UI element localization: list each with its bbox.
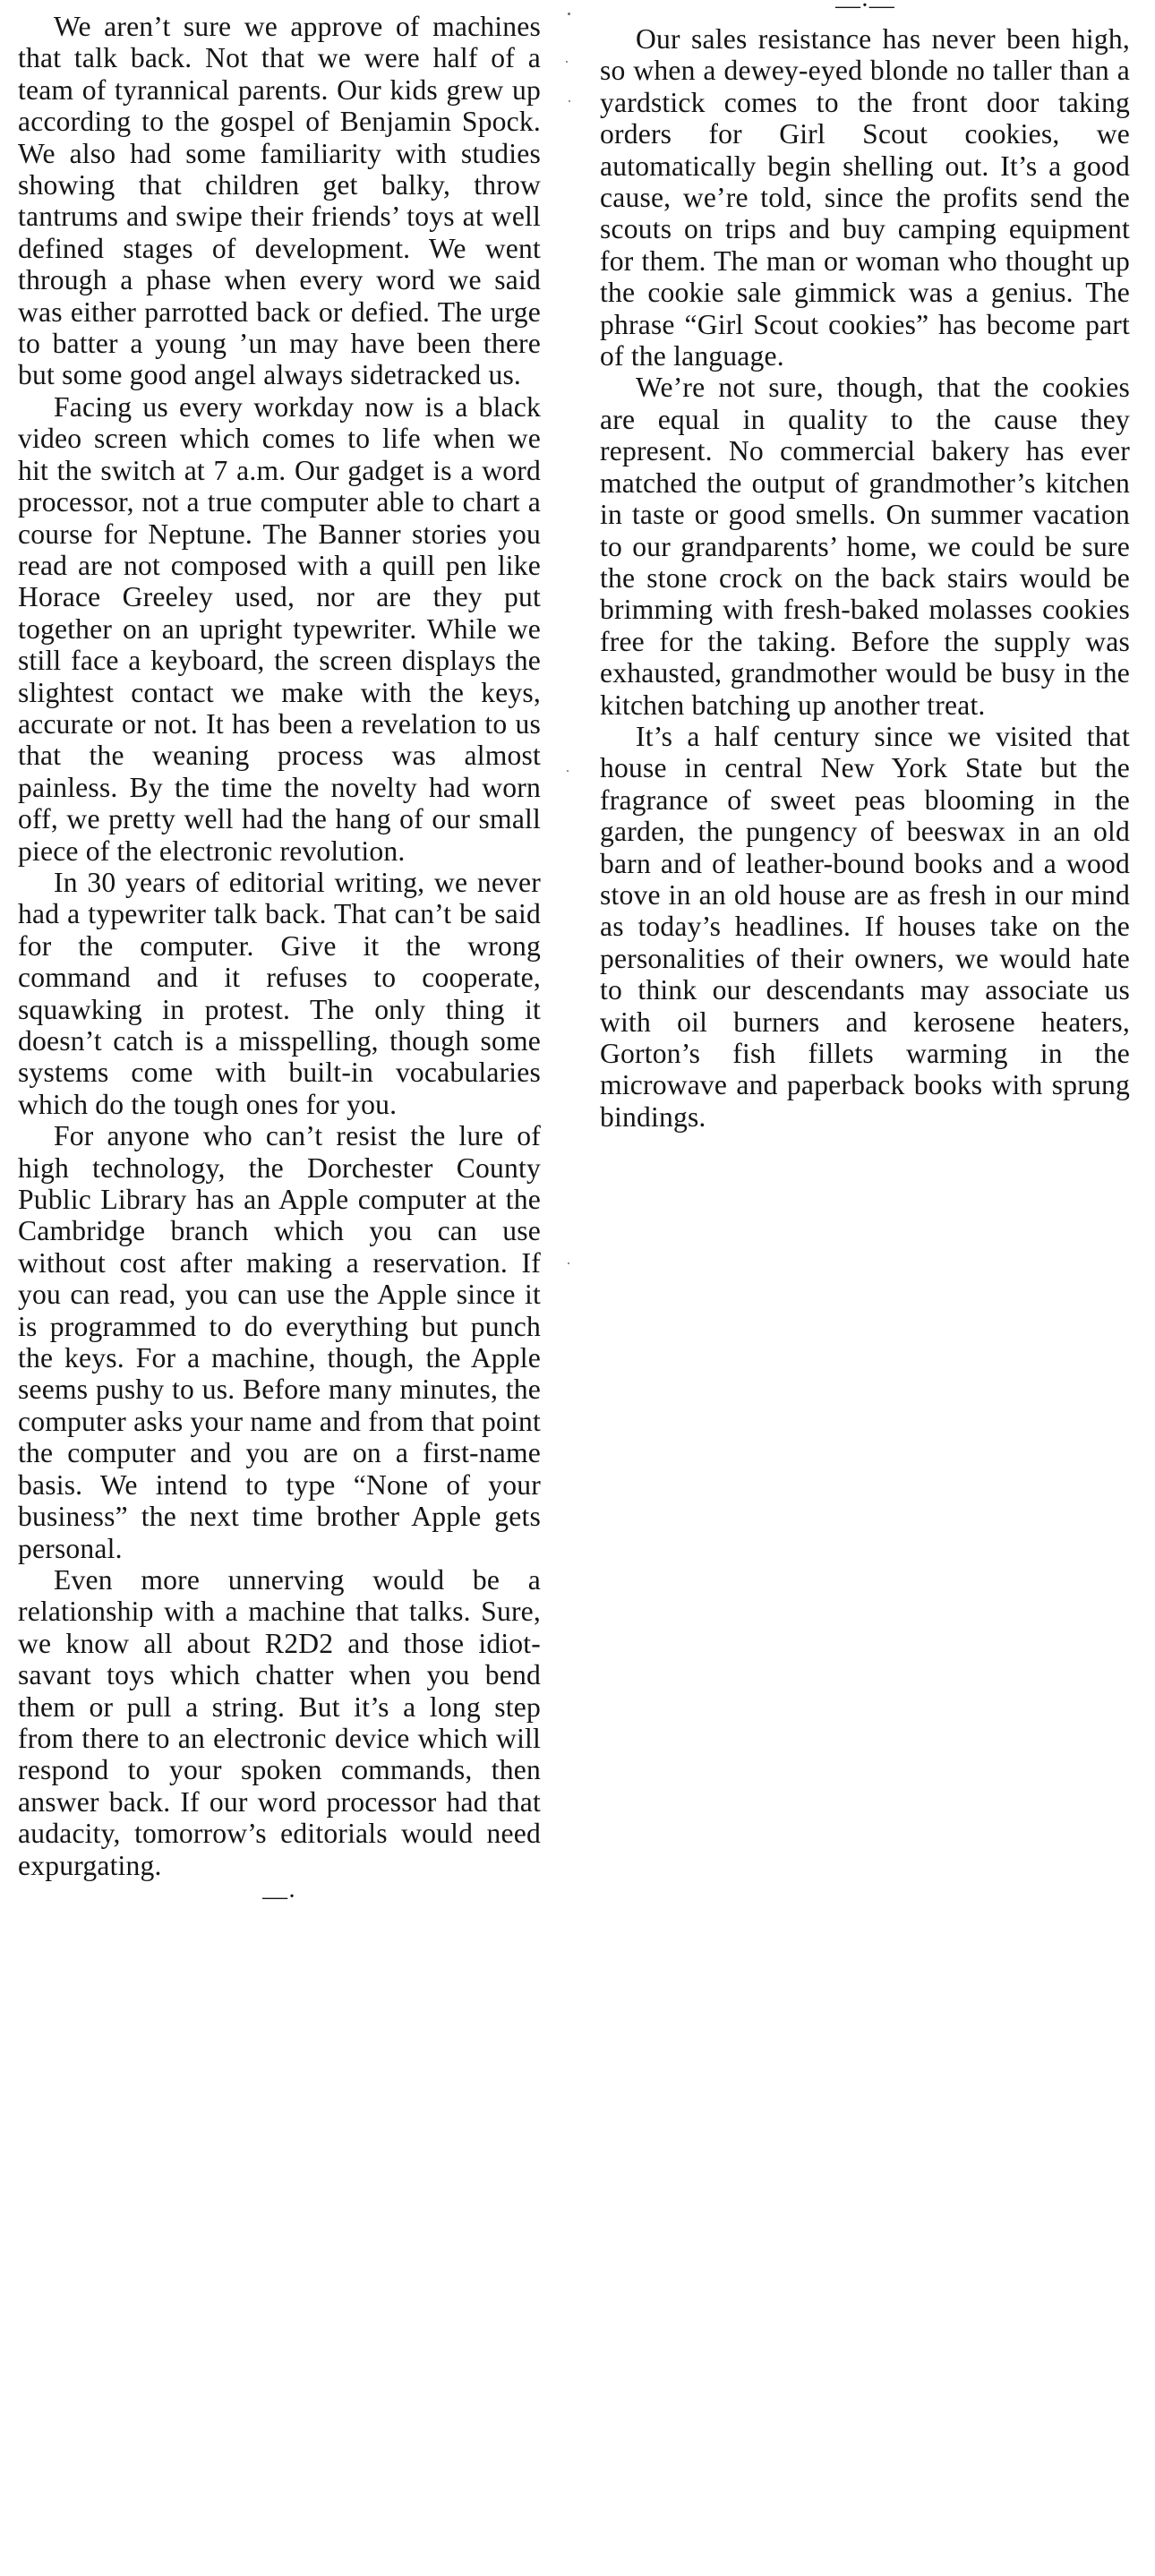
article-paragraph: Even more unnerving would be a relationship with a machine that talks. Sure, we know all about R2D2 and those idiot-savant toys which chatter when you bend them or pull a string. But it’s a long step from there to an electronic device which will respond to your spoken commands, then answer back. If our word processor had that audacity, tomorrow’s editorials would need expurgating.: [18, 1563, 541, 1881]
column-gutter: [566, 0, 571, 2576]
section-separator: —·—: [835, 0, 894, 20]
print-speck: [568, 1262, 569, 1264]
article-paragraph: For anyone who can’t resist the lure of high technology, the Dorchester County Public Library has an Apple computer at the Cambridge branch which you can use without cost after making a reservation. If you can read, you can use the Apple since it is programmed to do everything but punch the keys. For a machine, though, the Apple seems pushy to us. Before many minutes, the computer asks your name and from that point the computer and you are on a first-name basis. We intend to type “None of your business” the next time brother Apple gets personal.: [18, 1120, 541, 1564]
article-paragraph: We aren’t sure we approve of machines that talk back. Not that we were half of a team of tyrannical parents. Our kids grew up according to the gospel of Benjamin Spock. We also had some familiarity with studies showing that children get balky, throw tantrums and swipe their friends’ toys at well defined stages of development. We went through a phase when every word we said was either parrotted back or defied. The urge to batter a young ’un may have been there but some good angel always sidetracked us.: [18, 11, 541, 391]
article-paragraph: In 30 years of editorial writing, we never had a typewriter talk back. That can’t be said for the computer. Give it the wrong command and it refuses to cooperate, squawking in protest. The only thing it doesn’t catch is a misspelling, though some systems come with built-in vocabularies which do the tough ones for you.: [18, 866, 541, 1120]
print-speck: [568, 13, 570, 15]
print-speck: [567, 770, 569, 772]
article-paragraph: Facing us every workday now is a black video screen which comes to life when we hit the switch at 7 a.m. Our gadget is a word processor, not a true computer able to chart a course for Neptune. The Banner stories you read are not composed with a quill pen like Horace Greeley used, nor are they put together on an upright typewriter. While we still face a keyboard, the screen displays the slightest contact we make with the keys, accurate or not. It has been a revelation to us that the weaning process was almost painless. By the time the novelty had worn off, we pretty well had the hang of our small piece of the electronic revolution.: [18, 390, 541, 867]
left-column: [18, 0, 541, 1911]
article-paragraph: It’s a half century since we visited that house in central New York State but the fragrance of sweet peas blooming in the garden, the pungency of beeswax in an old barn and of leather-bound books and a wood stove in an old house are as fresh in our mind as today’s headlines. If houses take on the personalities of their owners, we would hate to think our descendants may associate us with oil burners and kerosene heaters, Gorton’s fish fillets warming in the microwave and paperback books with sprung bindings.: [600, 720, 1130, 1133]
article-paragraph: We’re not sure, though, that the cookies are equal in quality to the cause they represent. No commercial bakery has ever matched the output of grandmother’s kitchen in taste or good smells. On summer vacation to our grandparents’ home, we could be sure the stone crock on the back stairs would be brimming with fresh-baked molasses cookies free for the taking. Before the supply was exhausted, grandmother would be busy in the kitchen batching up another treat.: [600, 372, 1130, 721]
section-separator: —·: [262, 1882, 296, 1911]
right-column: [600, 0, 1130, 1133]
article-paragraph: Our sales resistance has never been high, so when a dewey-eyed blonde no taller than a yardstick comes to the front door taking orders for Girl Scout cookies, we automatically begin shelling out. It’s a good cause, we’re told, since the profits send the scouts on trips and buy camping equipment for them. The man or woman who thought up the cookie sale gimmick was a genius. The phrase “Girl Scout cookies” has become part of the language.: [600, 23, 1130, 372]
print-speck: [566, 61, 568, 63]
print-speck: [569, 100, 570, 102]
